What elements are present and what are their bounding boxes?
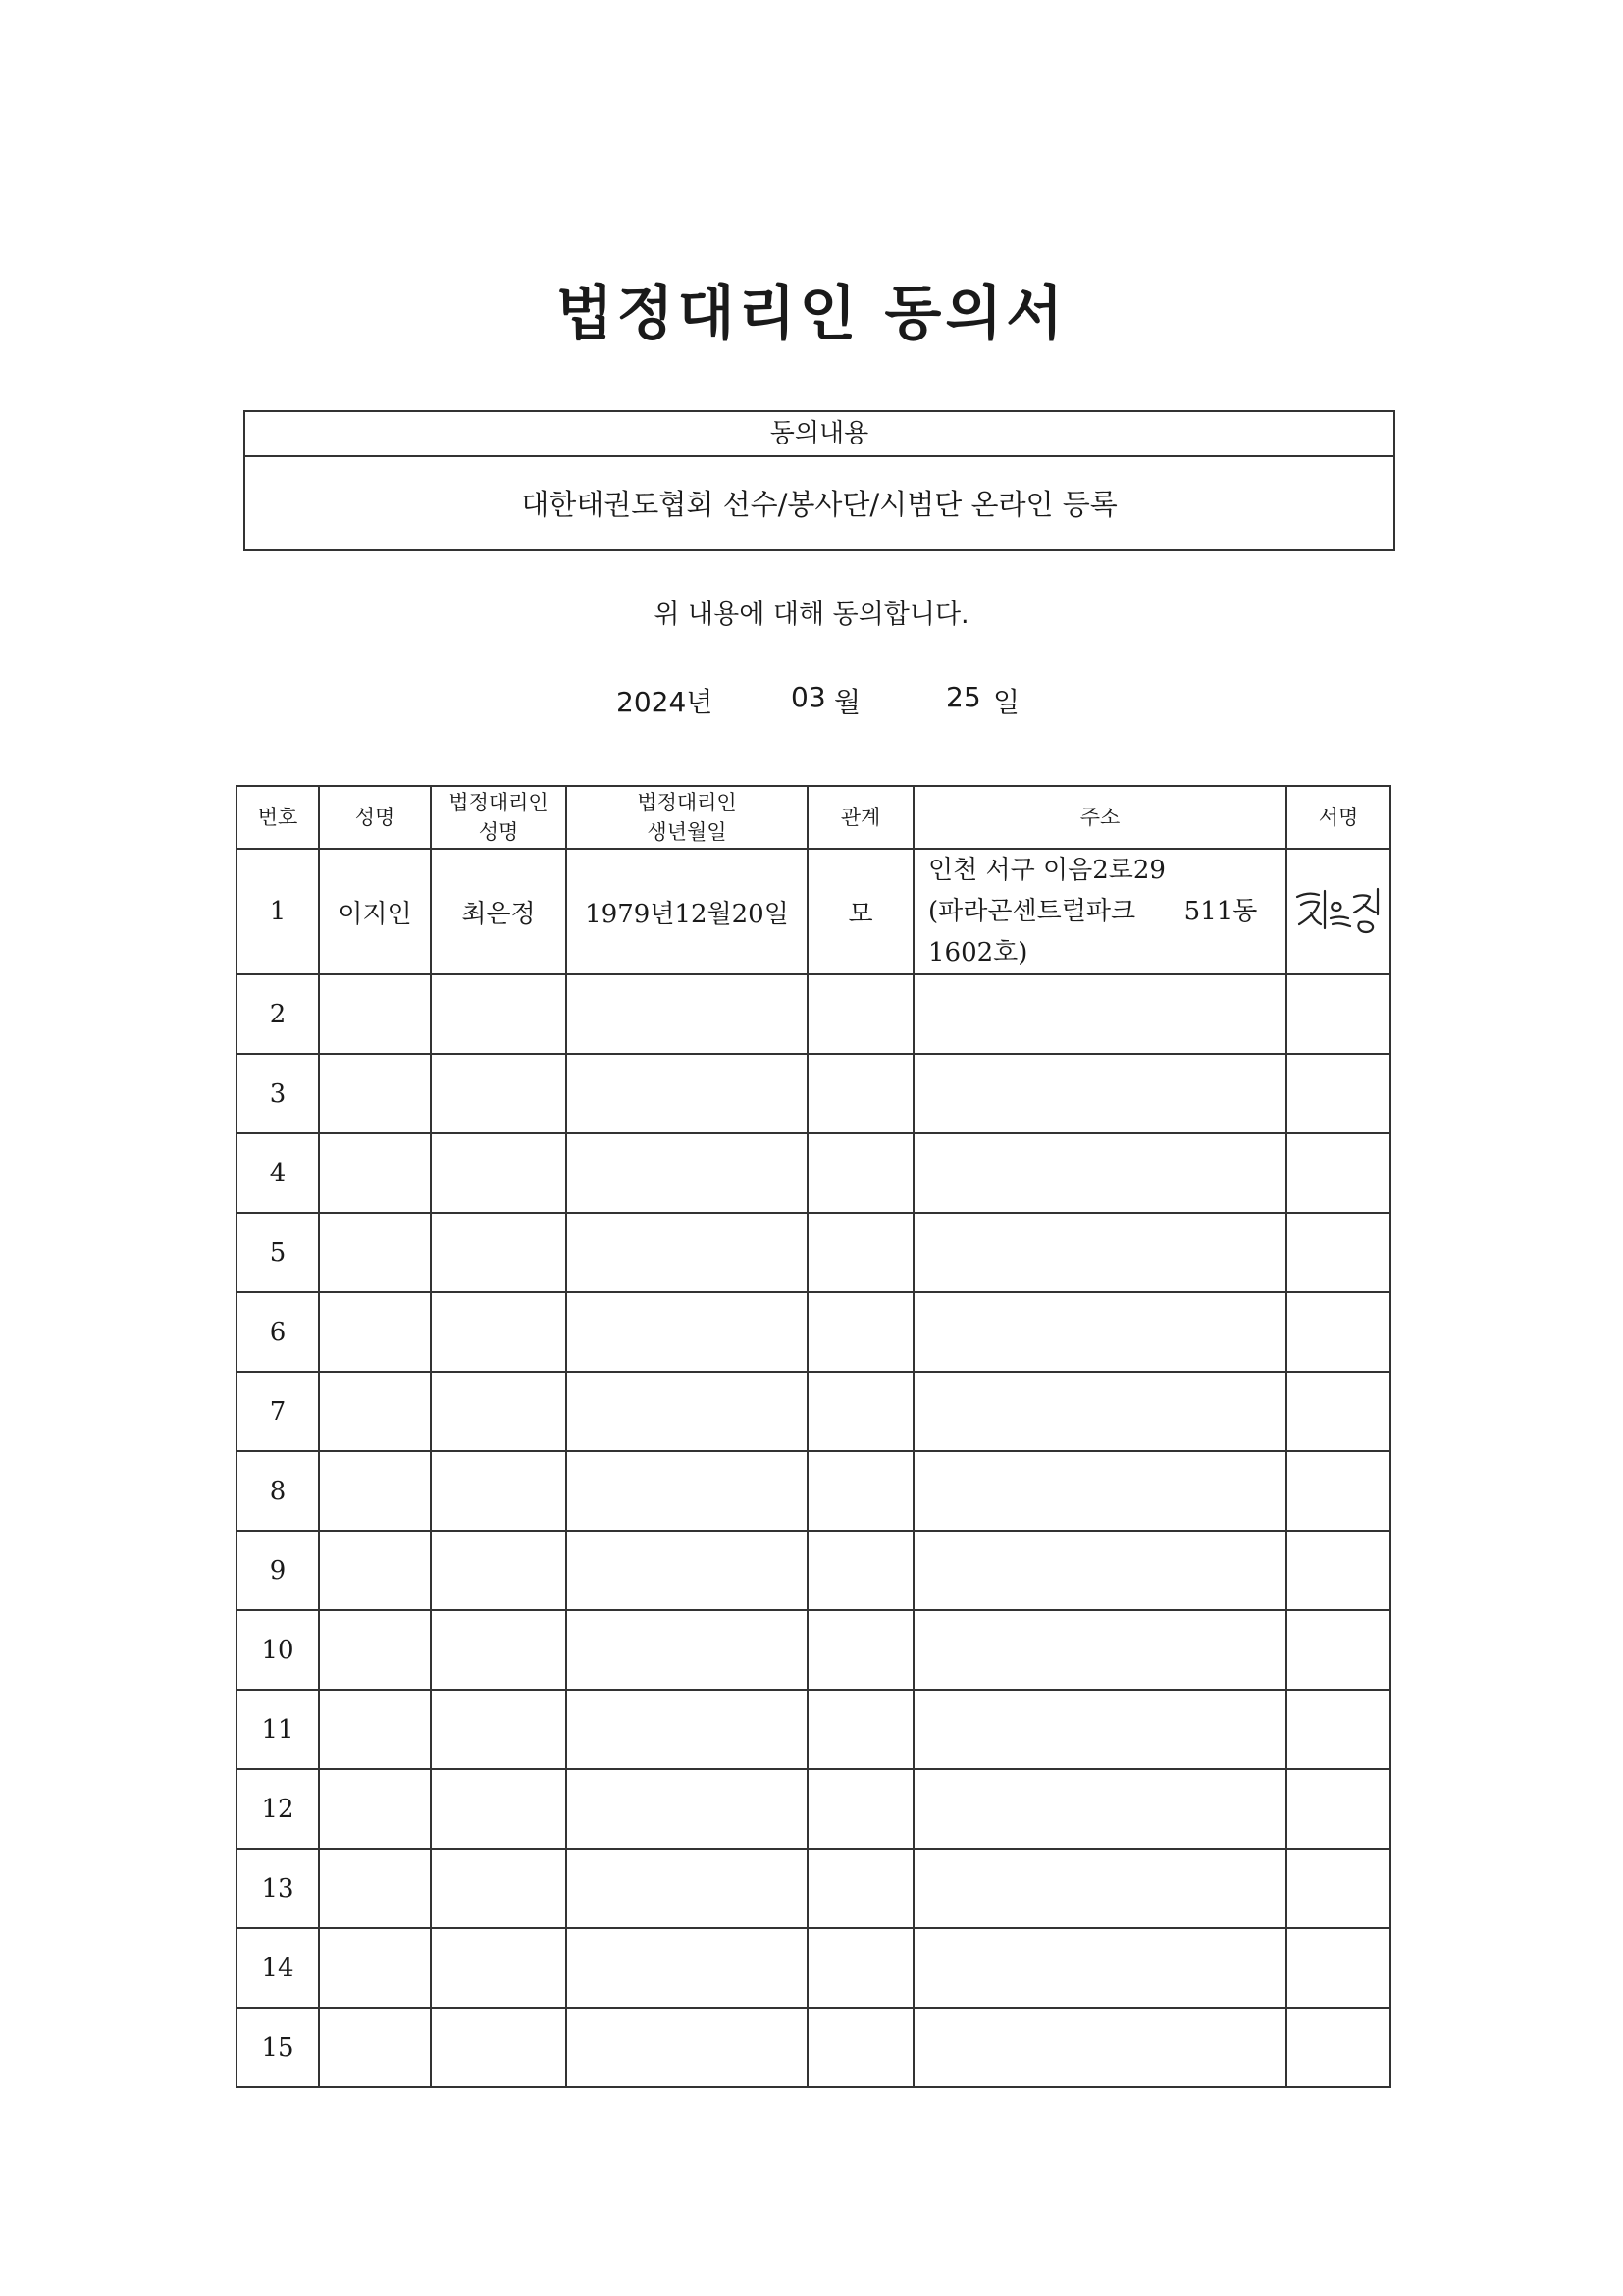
consent-content-header: 동의내용: [245, 412, 1393, 457]
cell-number: 4: [236, 1133, 319, 1213]
cell-number: 15: [236, 2008, 319, 2087]
table-header-row: [236, 786, 1390, 849]
cell-guardian-birth: 1979년12월20일: [566, 849, 808, 974]
table-row: [236, 1849, 1390, 1928]
cell-number: 14: [236, 1928, 319, 2008]
cell-relation: 모: [808, 849, 914, 974]
header-guardian-birth: 법정대리인 생년월일: [566, 786, 808, 849]
table-row: [236, 1292, 1390, 1372]
table-row: [236, 1769, 1390, 1849]
cell-address: 인천 서구 이음2로29 (파라곤센트럴파크 511동 1602호): [914, 849, 1286, 974]
cell-guardian-name: 최은정: [431, 849, 566, 974]
cell-number: 1: [236, 849, 319, 974]
date-month-value: 03: [791, 681, 826, 713]
agreement-statement: 위 내용에 대해 동의합니다.: [654, 600, 969, 630]
cell-number: 2: [236, 974, 319, 1054]
table-row: [236, 1531, 1390, 1610]
guardian-table: [236, 785, 1391, 2088]
consent-content-text: 대한태권도협회 선수/봉사단/시범단 온라인 등록: [521, 488, 1118, 521]
cell-number: 7: [236, 1372, 319, 1451]
header-relation: 관계: [808, 786, 914, 849]
date-month-label: 월: [834, 686, 862, 718]
table-row: [236, 1054, 1390, 1133]
consent-content-box: [243, 410, 1395, 551]
table-row: [236, 1451, 1390, 1531]
handwritten-signature: [1291, 879, 1386, 938]
cell-name: 이지인: [319, 849, 431, 974]
header-guardian-name: 법정대리인 성명: [431, 786, 566, 849]
table-row: [236, 1372, 1390, 1451]
table-row: [236, 1133, 1390, 1213]
cell-number: 9: [236, 1531, 319, 1610]
cell-number: 13: [236, 1849, 319, 1928]
header-address: 주소: [914, 786, 1286, 849]
header-number: 번호: [236, 786, 319, 849]
cell-number: 5: [236, 1213, 319, 1292]
document-title: 법정대리인 동의서: [555, 280, 1068, 348]
table-row: [236, 1690, 1390, 1769]
cell-signature: [1286, 849, 1390, 974]
cell-number: 11: [236, 1690, 319, 1769]
table-row: [236, 1213, 1390, 1292]
table-row: [236, 1928, 1390, 2008]
cell-number: 10: [236, 1610, 319, 1690]
date-day-label: 일: [993, 686, 1021, 718]
date-day-value: 25: [946, 681, 981, 713]
table-row: [236, 2008, 1390, 2087]
date-year: 2024년: [616, 686, 713, 718]
cell-number: 12: [236, 1769, 319, 1849]
header-signature: 서명: [1286, 786, 1390, 849]
header-name: 성명: [319, 786, 431, 849]
cell-number: 6: [236, 1292, 319, 1372]
table-row: [236, 974, 1390, 1054]
table-row: [236, 1610, 1390, 1690]
cell-number: 3: [236, 1054, 319, 1133]
table-row: [236, 849, 1390, 974]
cell-number: 8: [236, 1451, 319, 1531]
